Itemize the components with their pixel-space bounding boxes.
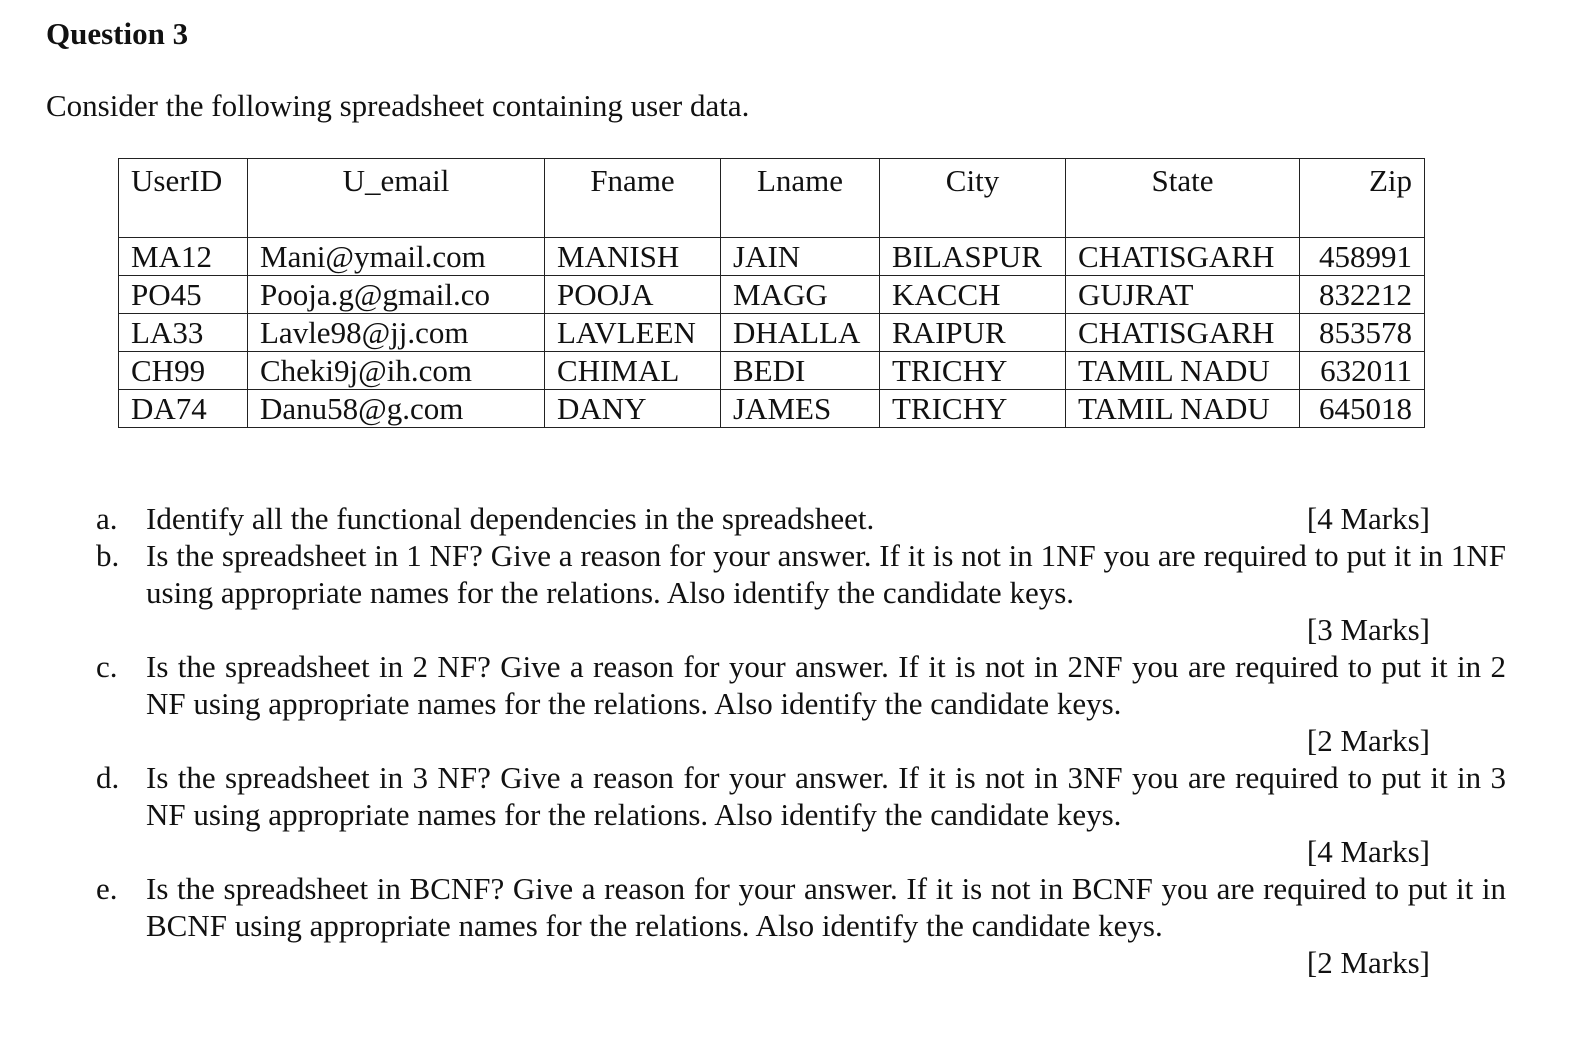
question-text: Is the spreadsheet in BCNF? Give a reason for your answer. If it is not in BCNF you are required to put it in BCNF using appropriate names for the relations. Also identify the candidate keys. (146, 871, 1506, 943)
cell-fname: DANY (545, 390, 721, 428)
question-item-e (96, 870, 1506, 981)
cell-zip: 458991 (1300, 238, 1425, 276)
cell-zip: 632011 (1300, 352, 1425, 390)
table-row (119, 352, 1425, 390)
cell-userid: DA74 (119, 390, 248, 428)
question-text: Is the spreadsheet in 3 NF? Give a reason for your answer. If it is not in 3NF you are required to put it in 3 NF using appropriate names for the relations. Also identify the candidate keys. (146, 760, 1506, 832)
table-row (119, 314, 1425, 352)
cell-userid: MA12 (119, 238, 248, 276)
question-letter: c. (96, 649, 118, 684)
cell-zip: 645018 (1300, 390, 1425, 428)
cell-lname: JAIN (721, 238, 880, 276)
header-u-email: U_email (248, 159, 545, 238)
question-letter: a. (96, 501, 118, 536)
cell-city: RAIPUR (880, 314, 1066, 352)
header-city: City (880, 159, 1066, 238)
user-data-table (118, 158, 1425, 428)
cell-u-email: Mani@ymail.com (248, 238, 545, 276)
question-item-c (96, 648, 1506, 759)
cell-u-email: Pooja.g@gmail.co (248, 276, 545, 314)
table-row (119, 276, 1425, 314)
cell-city: BILASPUR (880, 238, 1066, 276)
intro-text: Consider the following spreadsheet containing user data. (46, 88, 750, 123)
cell-fname: POOJA (545, 276, 721, 314)
cell-fname: CHIMAL (545, 352, 721, 390)
cell-userid: PO45 (119, 276, 248, 314)
question-title: Question 3 (46, 16, 189, 51)
cell-zip: 832212 (1300, 276, 1425, 314)
question-text: Is the spreadsheet in 1 NF? Give a reason for your answer. If it is not in 1NF you are required to put it in 1NF using appropriate names for the relations. Also identify the candidate keys. (146, 538, 1506, 610)
question-item-a (96, 500, 1506, 537)
table-row (119, 238, 1425, 276)
cell-state: CHATISGARH (1066, 314, 1300, 352)
header-userid: UserID (119, 159, 248, 238)
cell-state: CHATISGARH (1066, 238, 1300, 276)
cell-userid: CH99 (119, 352, 248, 390)
cell-lname: BEDI (721, 352, 880, 390)
question-marks: [4 Marks] (1306, 834, 1430, 869)
question-marks: [3 Marks] (1306, 612, 1430, 647)
cell-lname: MAGG (721, 276, 880, 314)
header-zip: Zip (1300, 159, 1425, 238)
cell-lname: DHALLA (721, 314, 880, 352)
table-header-row (119, 159, 1425, 238)
cell-state: TAMIL NADU (1066, 352, 1300, 390)
cell-city: TRICHY (880, 390, 1066, 428)
header-state: State (1066, 159, 1300, 238)
question-item-d (96, 759, 1506, 870)
question-letter: e. (96, 871, 118, 906)
cell-city: TRICHY (880, 352, 1066, 390)
question-marks: [2 Marks] (1306, 945, 1430, 980)
cell-u-email: Danu58@g.com (248, 390, 545, 428)
question-item-b (96, 537, 1506, 648)
cell-fname: LAVLEEN (545, 314, 721, 352)
header-fname: Fname (545, 159, 721, 238)
question-letter: b. (96, 538, 120, 573)
question-list (96, 500, 1506, 981)
cell-lname: JAMES (721, 390, 880, 428)
cell-zip: 853578 (1300, 314, 1425, 352)
cell-u-email: Lavle98@jj.com (248, 314, 545, 352)
question-text: Is the spreadsheet in 2 NF? Give a reason for your answer. If it is not in 2NF you are required to put it in 2 NF using appropriate names for the relations. Also identify the candidate keys. (146, 649, 1506, 721)
cell-city: KACCH (880, 276, 1066, 314)
question-text: Identify all the functional dependencies in the spreadsheet. (146, 501, 875, 536)
header-lname: Lname (721, 159, 880, 238)
question-marks: [4 Marks] (1306, 501, 1430, 536)
cell-userid: LA33 (119, 314, 248, 352)
question-letter: d. (96, 760, 120, 795)
cell-state: TAMIL NADU (1066, 390, 1300, 428)
cell-fname: MANISH (545, 238, 721, 276)
question-marks: [2 Marks] (1306, 723, 1430, 758)
cell-state: GUJRAT (1066, 276, 1300, 314)
table-row (119, 390, 1425, 428)
cell-u-email: Cheki9j@ih.com (248, 352, 545, 390)
